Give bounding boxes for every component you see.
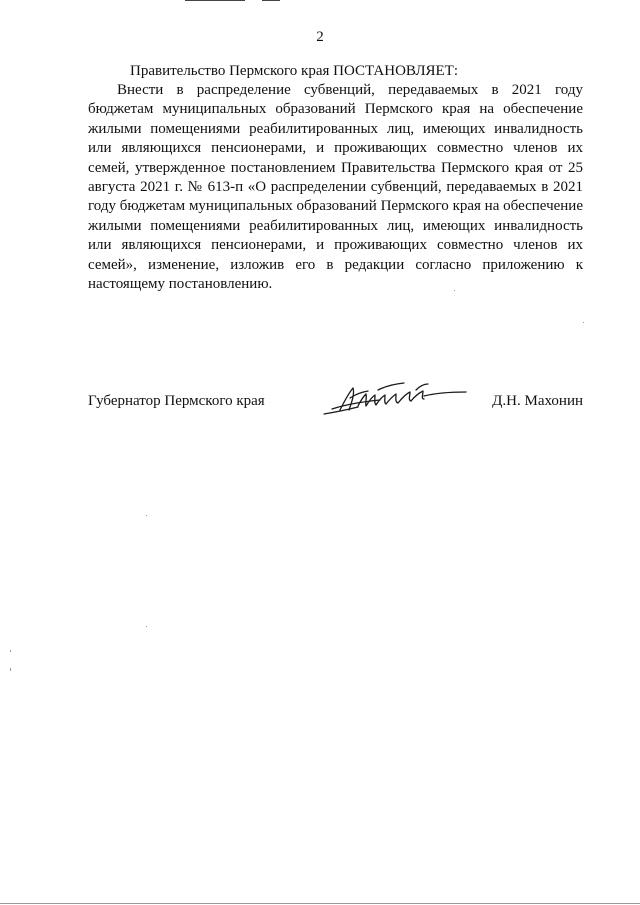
scan-mark-bottom (0, 903, 640, 904)
resolution-body: Внести в распределение субвенций, передаваемых в 2021 году бюджетам муниципальных образований Пермского края на обеспечение жилыми помещениями реабилитированных лиц, имеющих инвалидность или являющихся пенсионерами, и проживающих совместно членов их семей, утвержденное постановлением Правительства Пермского края от 25 августа 2021 г. № 613-п «О распределении субвенций, передаваемых в 2021 году бюджетам муниципальных образований Пермского края на обеспечение жилыми помещениями реабилитированных лиц, имеющих инвалидность или являющихся пенсионерами, и проживающих совместно членов их семей», изменение, изложив его в редакции согласно приложению к настоящему постановлению. (88, 82, 583, 293)
handwritten-signature (320, 376, 470, 420)
scan-mark-top-right (262, 0, 280, 1)
resolution-intro: Правительство Пермского края ПОСТАНОВЛЯЕТ: (130, 63, 459, 79)
signature-block (88, 388, 583, 418)
signer-name: Д.Н. Махонин (492, 393, 583, 409)
scan-mark-top-left (185, 0, 245, 1)
page-number: 2 (316, 29, 324, 45)
signer-title: Губернатор Пермского края (88, 393, 265, 409)
